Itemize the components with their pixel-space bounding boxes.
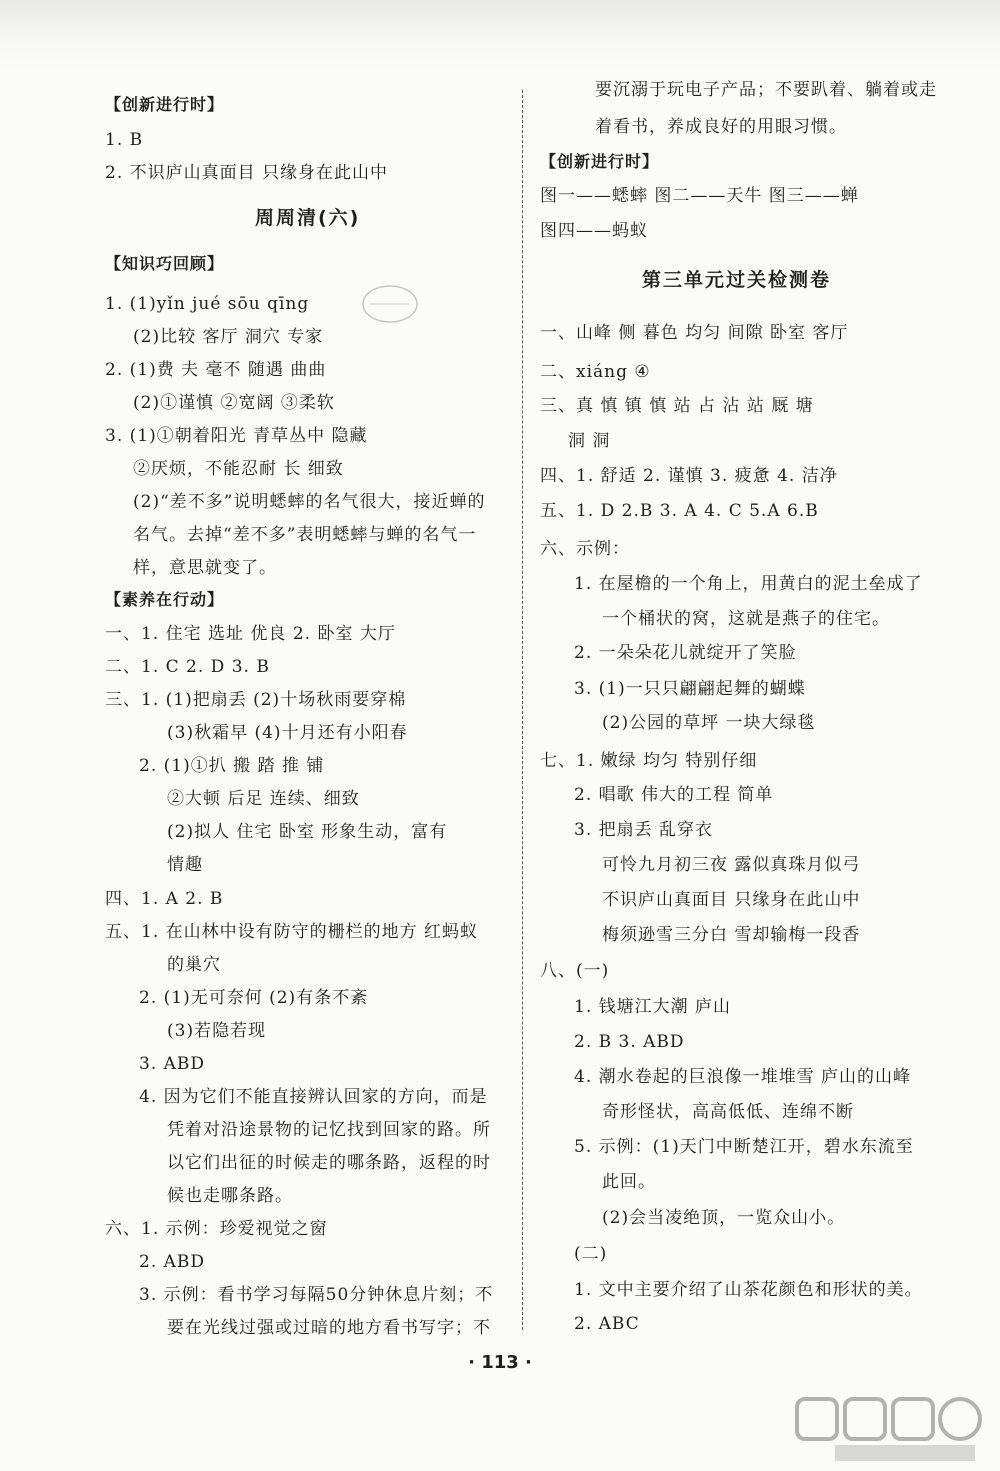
answer-line: 要在光线过强或过暗的地方看书写字；不 xyxy=(167,1318,491,1338)
answer-line: 要沉溺于玩电子产品；不要趴着、躺着或走 xyxy=(595,80,937,100)
section-heading: 【创新进行时】 xyxy=(105,95,225,114)
answer-line: 图一——蟋蟀 图二——天牛 图三——蝉 xyxy=(540,186,859,206)
answer-line: 一、山峰 侧 暮色 均匀 间隙 卧室 客厅 xyxy=(540,323,849,343)
answer-line: 可怜九月初三夜 露似真珠月似弓 xyxy=(602,855,861,875)
answer-line: 六、1. 示例：珍爱视觉之窗 xyxy=(105,1219,328,1239)
answer-line: 情趣 xyxy=(167,855,203,875)
section-heading: 【创新进行时】 xyxy=(540,152,660,171)
answer-line: 奇形怪状，高高低低、连绵不断 xyxy=(602,1102,854,1122)
answer-line: 3. (1)一只只翩翩起舞的蝴蝶 xyxy=(574,679,806,699)
answer-line: 名气。去掉“差不多”表明蟋蟀与蝉的名气一 xyxy=(133,525,477,545)
answer-line: 4. 潮水卷起的巨浪像一堆堆雪 庐山的山峰 xyxy=(574,1067,912,1087)
answer-line: 一、1. 住宅 选址 优良 2. 卧室 大厅 xyxy=(105,624,396,644)
answer-line: 六、示例： xyxy=(540,539,630,559)
answer-line: (2)会当凌绝顶，一览众山小。 xyxy=(602,1208,846,1228)
page-number: · 113 · xyxy=(468,1352,532,1373)
answer-line: 此回。 xyxy=(602,1172,656,1192)
answer-line: (3)秋霜早 (4)十月还有小阳春 xyxy=(167,723,408,743)
answer-line: 2. (1)费 夫 毫不 随遇 曲曲 xyxy=(105,360,327,380)
answer-line: 五、1. 在山林中设有防守的栅栏的地方 红蚂蚁 xyxy=(105,922,479,942)
answer-line: 3. ABD xyxy=(139,1054,206,1074)
answer-line: 三、1. (1)把扇丢 (2)十场秋雨要穿棉 xyxy=(105,690,407,710)
answer-line: 2. ABC xyxy=(574,1314,640,1334)
answer-line: 2. (1)无可奈何 (2)有条不紊 xyxy=(139,988,369,1008)
answer-line: 梅须逊雪三分白 雪却输梅一段香 xyxy=(602,925,861,945)
answer-line: 着看书，养成良好的用眼习惯。 xyxy=(595,117,847,137)
answer-line: 3. 把扇丢 乱穿衣 xyxy=(574,820,714,840)
answer-line: 2. B 3. ABD xyxy=(574,1032,685,1052)
answer-line: 一个桶状的窝，这就是燕子的住宅。 xyxy=(602,609,890,629)
answer-line: 二、xiáng ④ xyxy=(540,362,651,382)
answer-line: 2. 唱歌 伟大的工程 简单 xyxy=(574,785,774,805)
answer-line: 图四——蚂蚁 xyxy=(540,221,648,241)
answer-line: 三、真 慎 镇 慎 站 占 沾 站 厩 塘 xyxy=(540,396,814,416)
answer-line: 3. 示例：看书学习每隔50分钟休息片刻；不 xyxy=(139,1285,494,1305)
answer-line: 的巢穴 xyxy=(167,955,221,975)
answer-line: (二) xyxy=(574,1244,608,1264)
answer-line: ②厌烦，不能忍耐 长 细致 xyxy=(133,459,344,479)
answer-line: 2. 不识庐山真面目 只缘身在此山中 xyxy=(105,163,389,183)
answer-line: 1. 钱塘江大潮 庐山 xyxy=(574,997,732,1017)
section-heading: 【素养在行动】 xyxy=(105,590,225,609)
section-heading: 【知识巧回顾】 xyxy=(105,254,225,273)
answer-line: 4. 因为它们不能直接辨认回家的方向，而是 xyxy=(139,1087,488,1107)
answer-line: 二、1. C 2. D 3. B xyxy=(105,657,270,677)
answer-line: 洞 洞 xyxy=(568,431,611,451)
answer-line: 候也走哪条路。 xyxy=(167,1186,293,1206)
answer-line: ②大顿 后足 连续、细致 xyxy=(167,789,360,809)
answer-line: 5. 示例：(1)天门中断楚江开，碧水东流至 xyxy=(574,1137,914,1157)
answer-line: 1. B xyxy=(105,130,144,150)
watermark-logo-icon xyxy=(795,1395,985,1465)
answer-line: 1. 文中主要介绍了山茶花颜色和形状的美。 xyxy=(574,1280,923,1300)
section-title: 周周清(六) xyxy=(255,207,361,229)
answer-line: (2)公园的草坪 一块大绿毯 xyxy=(602,713,816,733)
answer-line: 2. 一朵朵花儿就绽开了笑脸 xyxy=(574,643,797,663)
answer-line: 以它们出征的时候走的哪条路，返程的时 xyxy=(167,1153,491,1173)
answer-line: (2)比较 客厅 洞穴 专家 xyxy=(133,327,324,347)
answer-line: (3)若隐若现 xyxy=(167,1021,267,1041)
answer-line: 八、(一) xyxy=(540,961,610,981)
answer-line: 凭着对沿途景物的记忆找到回家的路。所 xyxy=(167,1120,491,1140)
scan-top-band xyxy=(0,0,1000,70)
answer-line: 样，意思就变了。 xyxy=(133,558,277,578)
answer-line: 1. 在屋檐的一个角上，用黄白的泥土垒成了 xyxy=(574,574,923,594)
answer-line: 1. (1)yǐn jué sōu qīng xyxy=(105,294,310,314)
answer-line: 不识庐山真面目 只缘身在此山中 xyxy=(602,890,861,910)
answer-line: (2)“差不多”说明蟋蟀的名气很大，接近蝉的 xyxy=(133,492,486,512)
answer-line: 四、1. 舒适 2. 谨慎 3. 疲惫 4. 洁净 xyxy=(540,466,838,486)
answer-line: (2)拟人 住宅 卧室 形象生动，富有 xyxy=(167,822,448,842)
answer-line: 2. (1)①扒 搬 踏 推 铺 xyxy=(139,756,325,776)
answer-line: (2)①谨慎 ②宽阔 ③柔软 xyxy=(133,393,335,413)
answer-line: 2. ABD xyxy=(139,1252,206,1272)
answer-line: 七、1. 嫩绿 均匀 特别仔细 xyxy=(540,751,758,771)
column-divider xyxy=(522,90,524,1330)
answer-line: 五、1. D 2.B 3. A 4. C 5.A 6.B xyxy=(540,501,819,521)
section-title: 第三单元过关检测卷 xyxy=(642,269,832,291)
answer-line: 四、1. A 2. B xyxy=(105,889,224,909)
faint-stamp-icon xyxy=(360,282,420,326)
answer-line: 3. (1)①朝着阳光 青草丛中 隐藏 xyxy=(105,426,368,446)
